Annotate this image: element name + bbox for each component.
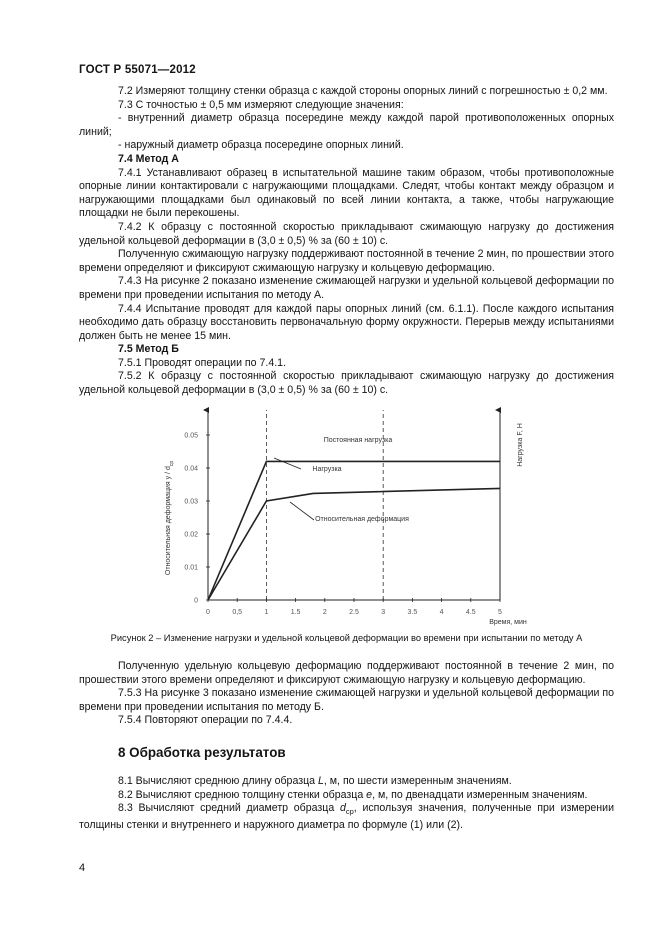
y-tick-label-0: 0	[194, 597, 198, 605]
x-tick-label-3: 1.5	[290, 609, 301, 616]
leader-load	[274, 458, 301, 469]
list-item-inner-diameter: - внутренний диаметр образца посередине между каждой парой противоположенных опорных линий;	[79, 112, 614, 138]
y-tick-label-4: 0.04	[184, 465, 198, 473]
paragraph-7-2: 7.2 Измеряют толщину стенки образца с каждой стороны опорных линий с погрешностью ± 0,2 мм.	[118, 85, 608, 97]
x-tick-label-9: 4.5	[465, 609, 476, 616]
x-tick-label-2: 1	[264, 609, 269, 616]
series-line-0	[208, 461, 500, 600]
paragraph-7-5-1: 7.5.1 Проводят операции по 7.4.1.	[118, 356, 287, 369]
paragraph-7-4-3: 7.4.3 На рисунке 2 показано изменение сжимающей нагрузки и удельной кольцевой деформации по времени при проведении испытания по методу А.	[79, 275, 614, 301]
annotation-load: Нагрузка	[312, 466, 342, 473]
text-block-method-b	[79, 660, 614, 728]
paragraph-8-2	[79, 789, 614, 803]
p82-text-a: 8.2 Вычисляют среднюю толщину стенки образца	[118, 788, 367, 801]
p83-text-a: 8.3 Вычисляют средний диаметр образца	[118, 802, 340, 815]
x-tick-label-5: 2.5	[349, 609, 359, 616]
paragraph-7-5-4: 7.5.4 Повторяют операции по 7.4.4.	[118, 714, 293, 727]
y-tick-label-3: 0.03	[184, 498, 198, 506]
p82-text-b: , м, по двенадцати измеренным значениям.	[372, 788, 588, 801]
x-axis-label: Время, мин	[489, 619, 527, 626]
section-8-title: 8 Обработка результатов	[118, 745, 286, 760]
var-L: L	[317, 775, 324, 787]
x-tick-label-6: 3	[381, 609, 386, 616]
p83-text-b: , используя значения, полученные при измерении толщины стенки и внутреннего и наружного диаметра по формуле (1) или (2).	[79, 802, 614, 831]
p81-text-b: , м, по шести измеренным значениям.	[323, 775, 512, 787]
text-block-methods	[79, 85, 614, 398]
paragraph-7-5-3: 7.5.3 На рисунке 3 показано изменение сжимающей нагрузки и удельной кольцевой деформации по времени при проведении испытания по методу Б.	[79, 687, 614, 713]
paragraph-7-3: 7.3 С точностью ± 0,5 мм измеряют следующие значения:	[118, 98, 404, 111]
paragraph-7-4-2: 7.4.2 К образцу с постоянной скоростью прикладывают сжимающую нагрузку до достижения удельной кольцевой деформации в (3,0 ± 0,5) % за (60 ± 10) с.	[79, 220, 614, 247]
var-e: e	[366, 788, 373, 801]
figure-caption: Рисунок 2 – Изменение нагрузки и удельной кольцевой деформации во времени при испытании по методу А	[110, 633, 583, 643]
y-axis-label-left-subscript: ср	[169, 460, 175, 467]
paragraph-hold-load: Полученную сжимающую нагрузку поддерживают постоянной в течение 2 мин, по прошествии этого времени определяют и фиксируют сжимающую нагрузку и кольцевую деформацию.	[79, 248, 614, 274]
annotation-constant-load: Постоянная нагрузка	[323, 437, 393, 444]
y-axis-label-right: Нагрузка F, Н	[517, 423, 524, 467]
p81-text-a: 8.1 Вычисляют среднюю длину образца	[118, 775, 318, 787]
text-block-results	[79, 775, 614, 832]
var-d-subscript: ср	[345, 807, 354, 817]
paragraph-hold-deformation: Полученную удельную кольцевую деформацию поддерживают постоянной в течение 2 мин, по прошествии этого времени определяют и фиксируют сжимающую нагрузку и кольцевую деформацию.	[79, 660, 614, 686]
document-header: ГОСТ Р 55071—2012	[79, 64, 196, 76]
y-tick-label-2: 0.02	[184, 531, 198, 539]
figure-2-chart	[150, 400, 540, 630]
paragraph-8-1	[79, 775, 614, 789]
subheading-method-a: 7.4 Метод А	[118, 152, 179, 165]
x-tick-label-0: 0	[206, 609, 210, 616]
x-tick-label-7: 3.5	[407, 609, 418, 616]
subheading-method-b: 7.5 Метод Б	[118, 343, 179, 356]
x-tick-label-1: 0,5	[232, 609, 243, 616]
var-d: d	[339, 802, 346, 815]
series-line-1	[208, 488, 500, 600]
paragraph-7-4-4: 7.4.4 Испытание проводят для каждой пары опорных линий (см. 6.1.1). После каждого испытания необходимо дать образцу восстановить первоначальную форму окружности. Перерыв между испытаниями должен быть не менее 15 мин.	[79, 302, 614, 342]
x-tick-label-8: 4	[439, 609, 444, 616]
y-tick-label-5: 0.05	[184, 432, 198, 440]
y-tick-label-1: 0.01	[184, 564, 198, 572]
paragraph-8-3	[79, 802, 614, 832]
annotation-deformation: Относительная деформация	[315, 516, 409, 523]
list-item-outer-diameter: - наружный диаметр образца посередине опорных линий.	[118, 139, 404, 152]
page-number: 4	[79, 862, 86, 874]
paragraph-7-5-2: 7.5.2 К образцу с постоянной скоростью прикладывают сжимающую нагрузку до достижения удельной кольцевой деформации в (3,0 ± 0,5) % за (60 ± 10) с.	[79, 370, 614, 397]
x-tick-label-10: 5	[498, 609, 502, 616]
x-tick-label-4: 2	[322, 609, 327, 616]
y-axis-label-left: Относительная деформация y / $d_{ср}$	[165, 460, 175, 576]
leader-deformation	[290, 502, 314, 520]
paragraph-7-4-1: 7.4.1 Устанавливают образец в испытательной машине таким образом, чтобы противоположные опорные линии контактировали с нагружающими площадками. Следят, чтобы контакт между образцом и нагружающими площадками был одинаковый по всей линии контакта, а также, чтобы нагружающие площадки не были перекошены.	[79, 166, 614, 220]
